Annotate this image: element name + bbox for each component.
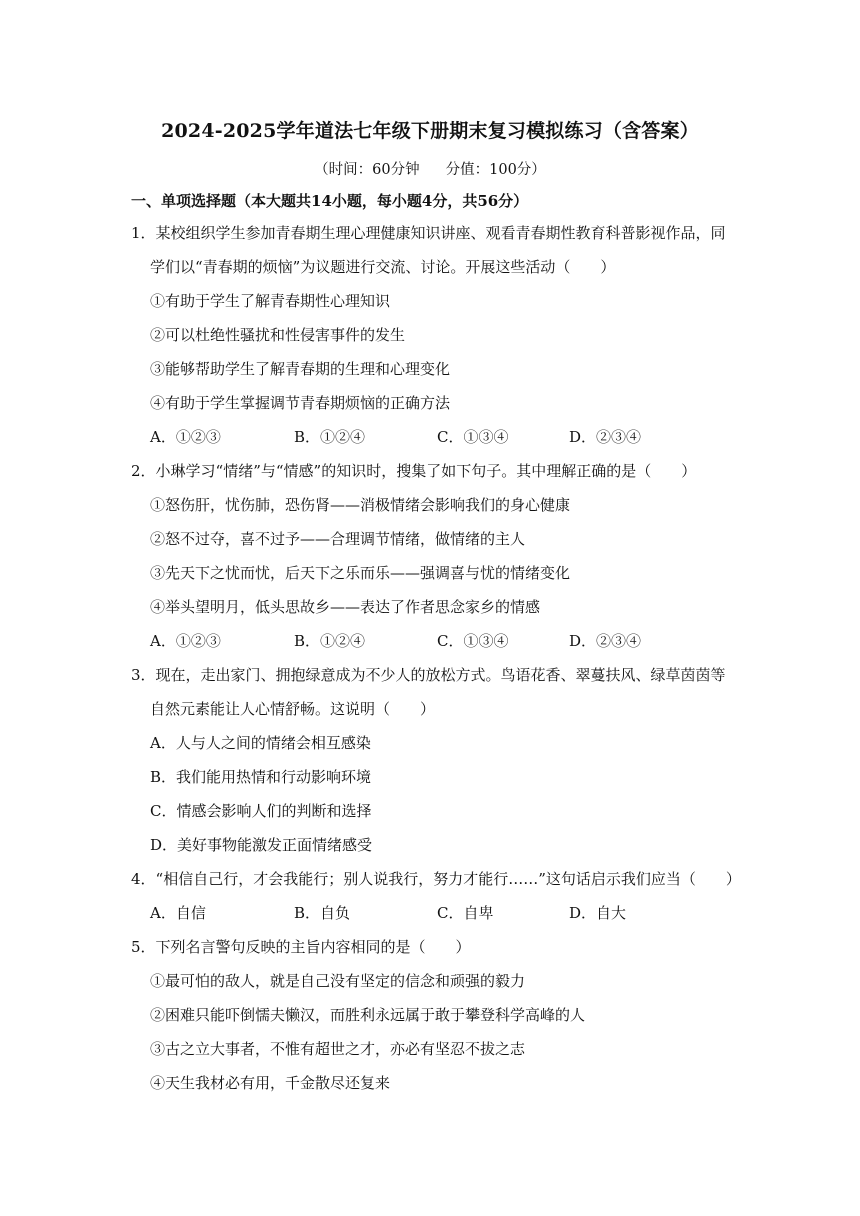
question-5-item-3: ③古之立大事者，不惟有超世之才，亦必有坚忍不拔之志 (150, 1040, 526, 1058)
page-title: 2024-2025学年道法七年级下册期末复习模拟练习（含答案） (161, 120, 699, 142)
section-heading: 一、单项选择题（本大题共14小题，每小题4分，共56分） (131, 192, 529, 210)
question-5-stem: 5．下列名言警句反映的主旨内容相同的是（ ） (131, 938, 471, 956)
question-1-stem-cont: 学们以“青春期的烦恼”为议题进行交流、讨论。开展这些活动（ ） (150, 258, 616, 276)
question-1-option-b: B．①②④ (294, 428, 366, 446)
exam-info (0, 158, 860, 179)
question-2-item-1: ①怒伤肝，忧伤肺，恐伤肾——消极情绪会影响我们的身心健康 (150, 496, 571, 514)
question-3-option-d: D．美好事物能激发正面情绪感受 (150, 836, 373, 854)
question-3-option-c: C．情感会影响人们的判断和选择 (150, 802, 372, 820)
question-1-option-d: D．②③④ (569, 428, 642, 446)
question-1-option-a: A．①②③ (150, 428, 221, 446)
question-4-option-d: D．自大 (569, 904, 627, 922)
question-3-stem-cont: 自然元素能让人心情舒畅。这说明（ ） (150, 700, 436, 718)
exam-score: 分值：100分） (445, 162, 546, 178)
question-2-option-d: D．②③④ (569, 632, 642, 650)
question-5-item-2: ②困难只能吓倒懦夫懒汉，而胜利永远属于敢于攀登科学高峰的人 (150, 1006, 586, 1024)
question-4-option-c: C．自卑 (437, 904, 494, 922)
question-1-option-c: C．①③④ (437, 428, 509, 446)
question-3-stem: 3．现在，走出家门、拥抱绿意成为不少人的放松方式。鸟语花香、翠蔓扶风、绿草茵茵等 (131, 666, 726, 684)
question-1-item-2: ②可以杜绝性骚扰和性侵害事件的发生 (150, 326, 406, 344)
question-2-item-3: ③先天下之忧而忧，后天下之乐而乐——强调喜与忧的情绪变化 (150, 564, 571, 582)
question-4-option-b: B．自负 (294, 904, 351, 922)
question-2-option-c: C．①③④ (437, 632, 509, 650)
question-2-option-b: B．①②④ (294, 632, 366, 650)
question-5-item-1: ①最可怕的敌人，就是自己没有坚定的信念和顽强的毅力 (150, 972, 526, 990)
question-1-item-4: ④有助于学生掌握调节青春期烦恼的正确方法 (150, 394, 451, 412)
question-4-stem: 4．“相信自己行，才会我能行；别人说我行，努力才能行……”这句话启示我们应当（ ） (131, 870, 741, 888)
question-2-stem: 2．小琳学习“情绪”与“情感”的知识时，搜集了如下句子。其中理解正确的是（ ） (131, 462, 697, 480)
question-2-item-2: ②怒不过夺，喜不过予——合理调节情绪，做情绪的主人 (150, 530, 526, 548)
question-1-stem: 1．某校组织学生参加青春期生理心理健康知识讲座、观看青春期性教育科普影视作品，同 (131, 224, 726, 242)
question-1-item-1: ①有助于学生了解青春期性心理知识 (150, 292, 391, 310)
question-3-option-b: B．我们能用热情和行动影响环境 (150, 768, 372, 786)
question-2-option-a: A．①②③ (150, 632, 221, 650)
question-4-option-a: A．自信 (150, 904, 206, 922)
question-2-item-4: ④举头望明月，低头思故乡——表达了作者思念家乡的情感 (150, 598, 541, 616)
question-1-item-3: ③能够帮助学生了解青春期的生理和心理变化 (150, 360, 451, 378)
question-5-item-4: ④天生我材必有用，千金散尽还复来 (150, 1074, 391, 1092)
exam-time: （时间：60分钟 (314, 162, 420, 178)
question-3-option-a: A．人与人之间的情绪会相互感染 (150, 734, 371, 752)
